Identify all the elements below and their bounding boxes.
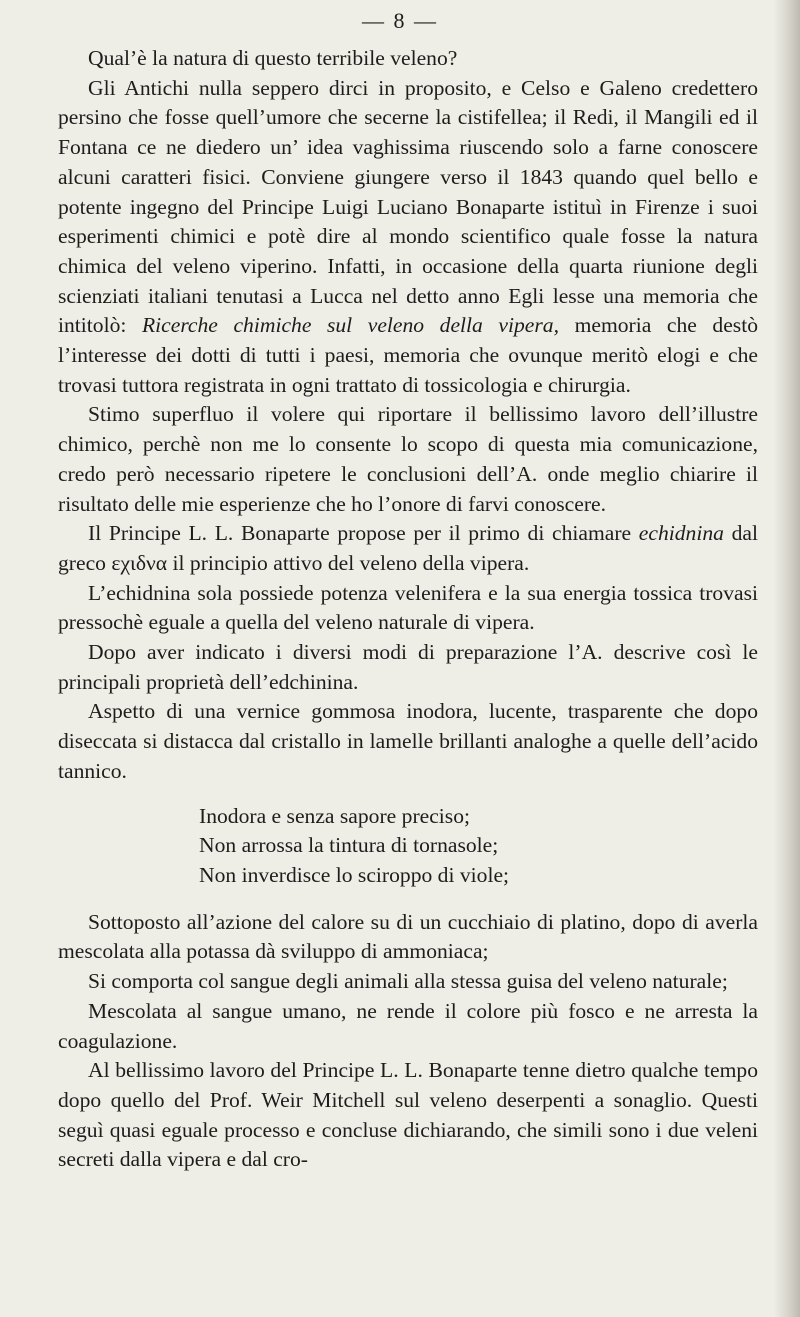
paragraph-human-blood: Mescolata al sangue umano, ne rende il colore più fosco e ne arresta la coagulazione. [58,998,758,1053]
paragraph-potency: L’echidnina sola possiede potenza velenifera e la sua energia tossica trovasi pressochè eguale a quella del veleno naturale di vipera. [58,580,758,635]
paragraph-appearance: Aspetto di una vernice gommosa inodora, lucente, trasparente che dopo diseccata si distacca dal cristallo in lamelle brillanti analoghe a quelle dell’acido tannico. [58,699,758,783]
paragraph-properties-intro: Dopo aver indicato i diversi modi di preparazione l’A. descrive così le principali proprietà dell’edchinina. [58,640,758,694]
paragraph-mitchell: Al bellissimo lavoro del Principe L. L. Bonaparte tenne dietro qualche tempo dopo quello del Prof. Weir Mitchell sul veleno deserpenti a sonaglio. Questi seguì quasi eguale processo e concluse dichiarando, che simili sono i due veleni secreti dalla vipera e dal cro- [58,1058,758,1172]
memoir-title: Ricerche chimiche sul veleno della vipera, [141,313,559,338]
paragraph-animal-blood: Si comporta col sangue degli animali alla stessa guisa del veleno naturale; [88,969,728,994]
p4-end: il principio attivo del veleno della vipera. [172,550,530,575]
property-line: Non inverdisce lo sciroppo di viole; [199,862,510,887]
body-text [58,44,758,1175]
term-echidnina: echidnina [638,521,724,546]
paragraph-ancients [58,74,758,401]
properties-list [199,802,758,891]
greek-word: εχιδνα [111,550,168,575]
property-line: Non arrossa la tintura di tornasole; [199,833,499,858]
p4-start: Il Principe L. L. Bonaparte propose per il primo di chiamare [88,521,632,546]
paragraph-superfluous: Stimo superfluo il volere qui riportare il bellissimo lavoro dell’illustre chimico, perchè non me lo consente lo scopo di questa mia comunicazione, credo però necessario ripetere le conclusioni dell’A. onde meglio chiarire il risultato delle mie esperienze che ho l’onore di farvi conoscere. [58,402,758,516]
page-edge-shadow [774,0,800,1317]
page-number: — 8 — [362,8,438,33]
p4-mid: dal greco [58,521,758,575]
paragraph-ancients-text: Gli Antichi nulla seppero dirci in proposito, e Celso e Galeno credettero persino che fosse quell’umore che secerne la cistifellea; il Redi, il Mangili ed il Fontana ce ne diedero un’ idea vaghissima riuscendo solo a farne conoscere alcuni caratteri fisici. Conviene giungere verso il 1843 quando quel bello e potente ingegno del Principe Luigi Luciano Bonaparte istituì in Firenze i suoi esperimenti chimici e potè dire al mondo scientifico quale fosse la natura chimica del veleno viperino. Infatti, in occasione della quarta riunione degli scienziati italiani tenutasi a Lucca nel detto anno Egli lesse una memoria che intitolò: [58,75,758,338]
paragraph-heat: Sottoposto all’azione del calore su di un cucchiaio di platino, dopo di averla mescolata alla potassa dà sviluppo di ammoniaca; [58,909,758,964]
paragraph-question: Qual’è la natura di questo terribile veleno? [88,46,458,70]
property-line: Inodora e senza sapore preciso; [199,803,470,828]
paragraph-ancients-end: memoria che destò l’interesse dei dotti di tutti i paesi, memoria che ovunque meritò elogi e che trovasi tuttora registrata in ogni trattato di tossicologia e chirurgia. [58,313,758,397]
paragraph-echidnina-name [58,519,758,578]
